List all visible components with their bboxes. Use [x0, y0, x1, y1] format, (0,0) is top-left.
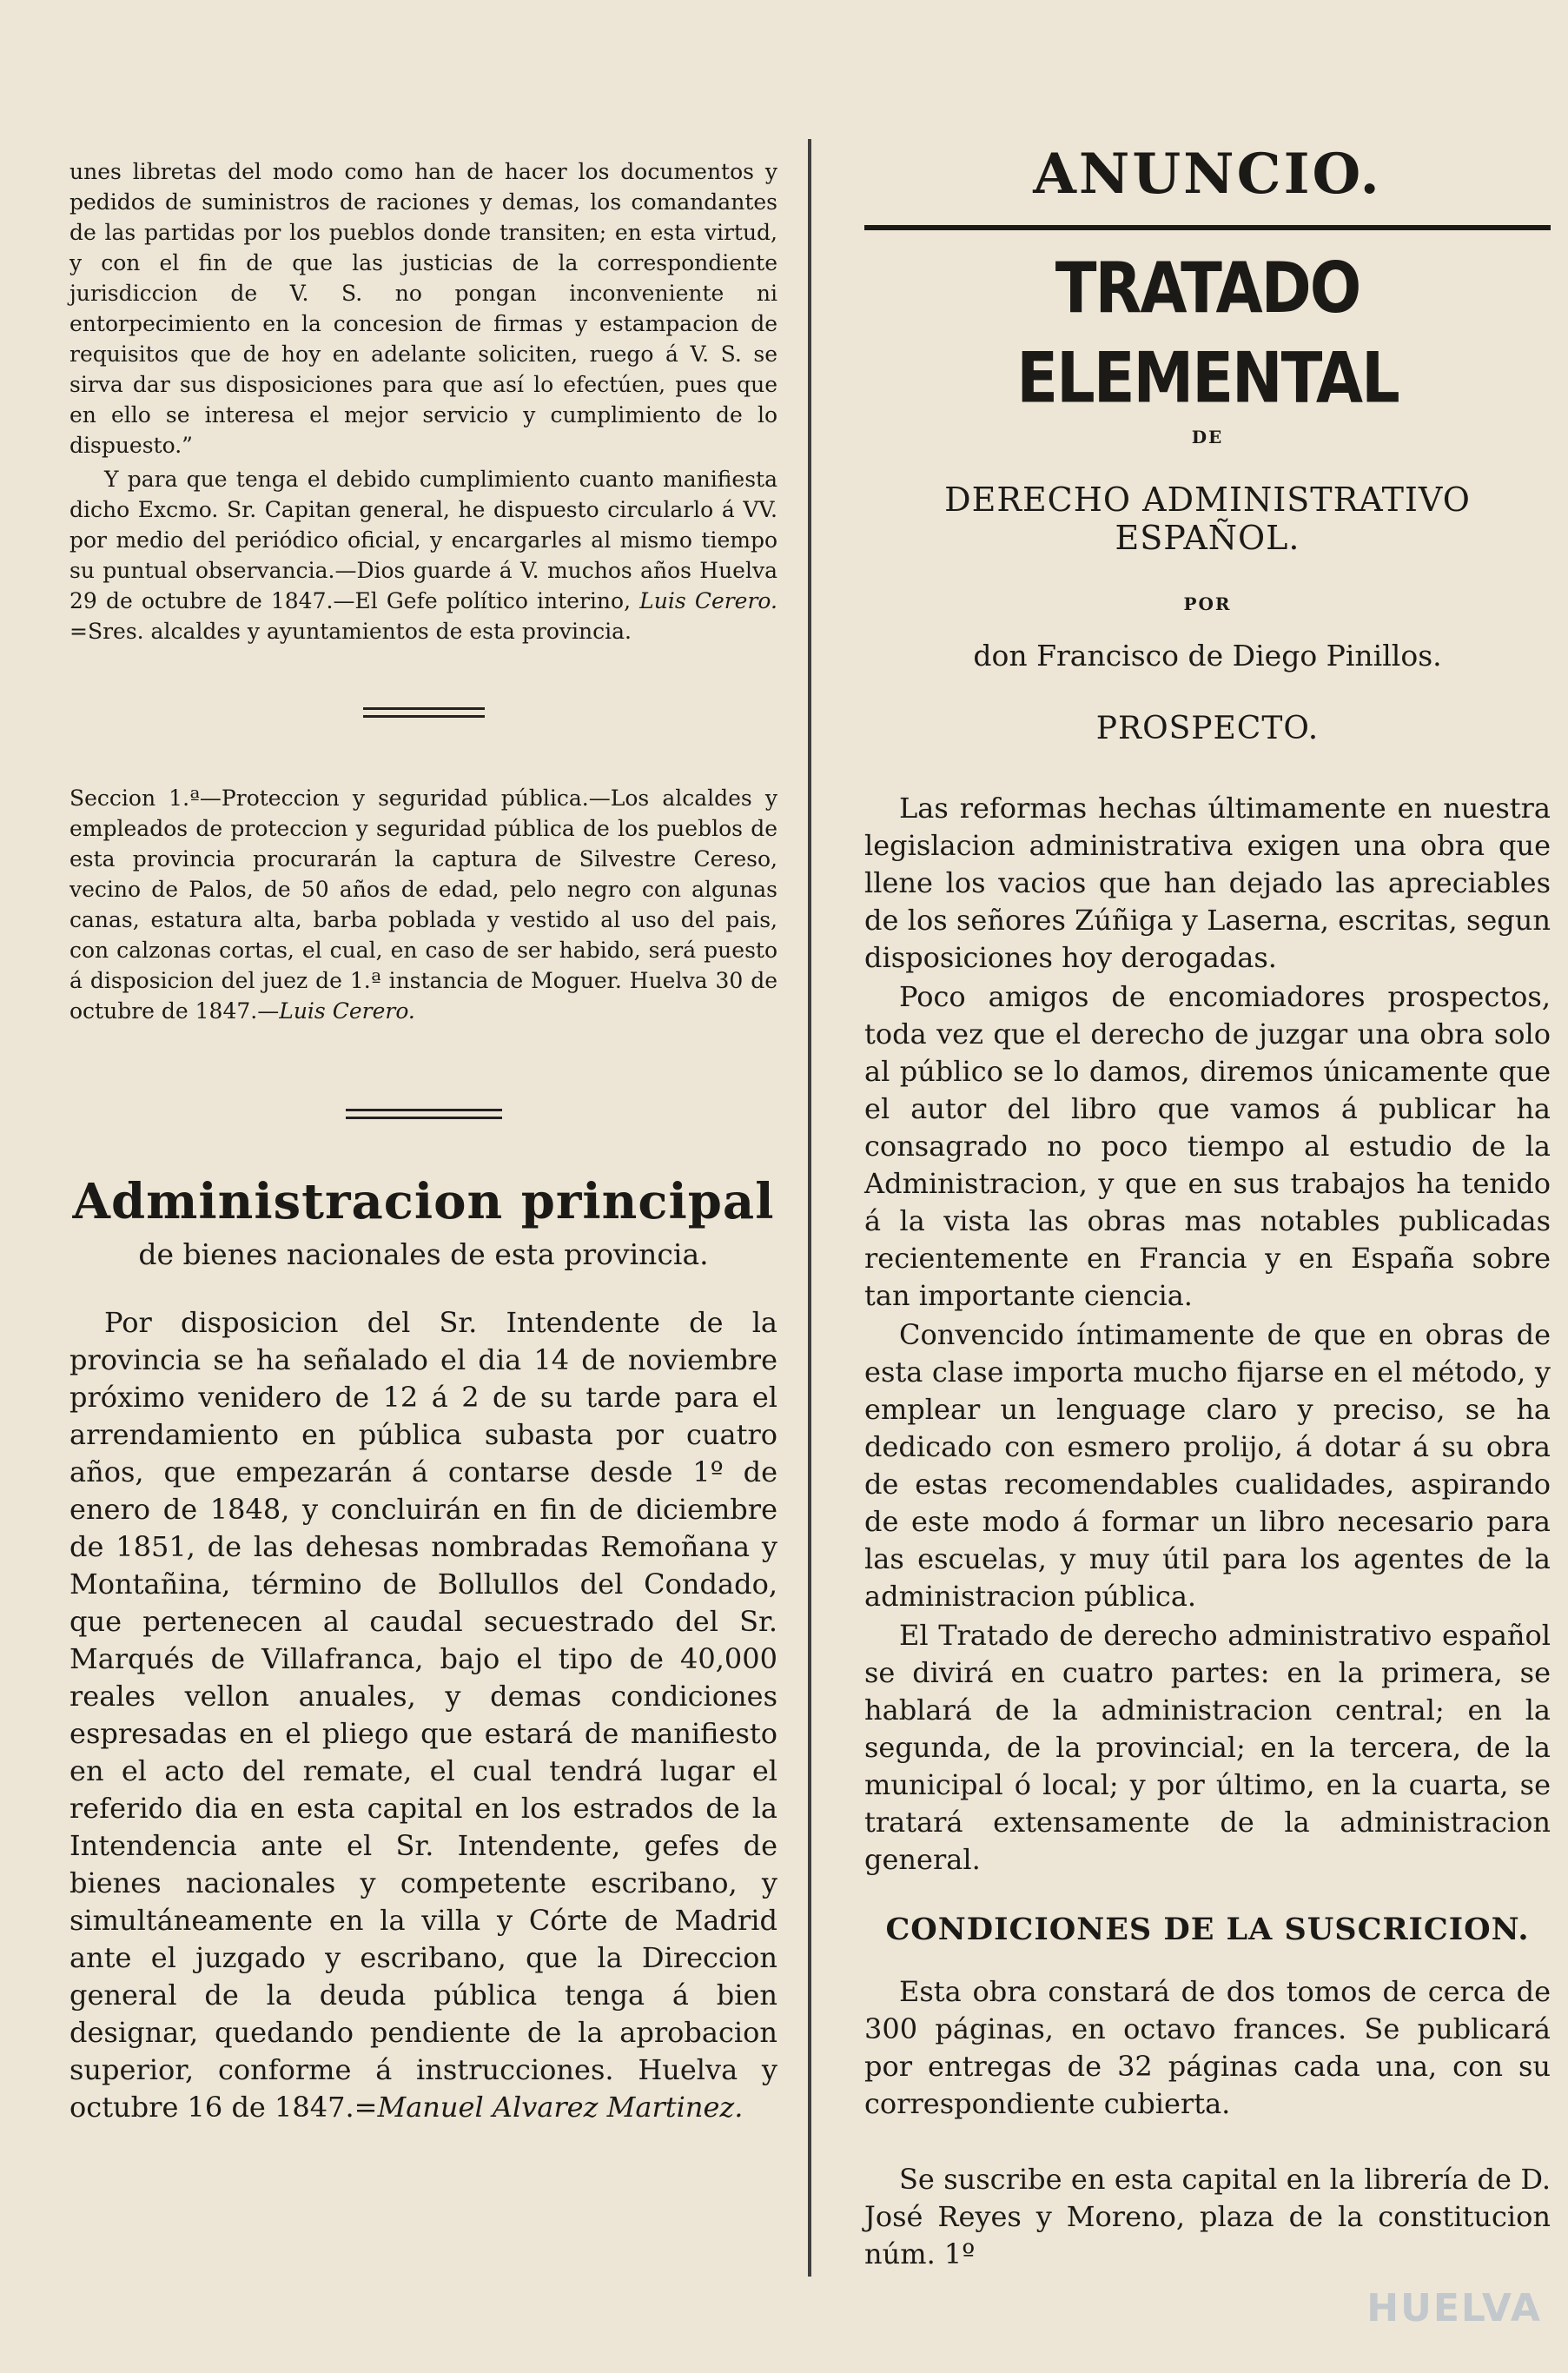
section-subheading: de bienes nacionales de esta provincia.	[138, 1237, 709, 1271]
right-column	[864, 143, 1551, 2303]
signature: Luis Cerero.	[639, 588, 777, 613]
seguridad-text: Seccion 1.ª—Proteccion y seguridad pública.—Los alcaldes y empleados de proteccion y seguridad pública de los pueblos de esta provincia procurarán la captura de Silvestre Cereso, vecino de Palos, de 50 años de edad, pelo negro con algunas canas, estatura alta, barba poblada y vestido al uso del pais, con calzonas cortas, el cual, en caso de ser habido, será puesto á disposicion del juez de 1.ª instancia de Moguer. Huelva 30 de octubre de 1847.—	[69, 785, 777, 1024]
section-heading: Administracion principal	[72, 1173, 775, 1230]
conditions-paragraph: Esta obra constará de dos tomos de cerca de 300 páginas, en octavo frances. Se publicará por entregas de 32 páginas cada una, con su correspondiente cubierta.	[864, 1975, 1551, 2120]
signature: Luis Cerero.	[279, 998, 415, 1024]
prospecto-paragraph-3: Convencido íntimamente de que en obras de esta clase importa mucho fijarse en el método, y emplear un lenguage claro y preciso, se ha dedicado con esmero prolijo, á dotar á su obra de estas recomendables cualidades, aspirando de este modo á formar un libro necesario para las escuelas, y muy útil para los agentes de la administracion pública.	[864, 1318, 1551, 1613]
circular-close-text: Y para que tenga el debido cumplimiento cuanto manifiesta dicho Excmo. Sr. Capitan general, he dispuesto circularlo á VV. por medio del periódico oficial, y encargarles al mismo tiempo su puntual observancia.—Dios guarde á V. muchos años Huelva 29 de octubre de 1847.—El Gefe político interino,	[69, 467, 777, 613]
prospecto-paragraph-2: Poco amigos de encomiadores prospectos, toda vez que el derecho de juzgar una obra solo al público se lo damos, diremos únicamente que el autor del libro que vamos á publicar ha consagrado no poco tiempo al estudio de la Administracion, y que en sus trabajos ha tenido á la vista las obras mas notables publicadas recientemente en Francia y en España sobre tan importante ciencia.	[864, 980, 1551, 1312]
anuncio-title: ANUNCIO.	[1033, 142, 1382, 207]
prospecto-paragraph-4: El Tratado de derecho administrativo español se divirá en cuatro partes: en la primera, se hablará de la administracion central; en la segunda, de la provincial; en la tercera, de la municipal ó local; y por último, en la cuarta, se tratará extensamente de la administracion general.	[864, 1619, 1551, 1876]
subscription-paragraph: Se suscribe en esta capital en la librería de D. José Reyes y Moreno, plaza de la constitucion núm. 1º	[864, 2163, 1551, 2270]
signature: Manuel Alvarez Martinez.	[377, 2091, 744, 2124]
seguridad-paragraph	[69, 783, 777, 1026]
book-subtitle: DERECHO ADMINISTRATIVO ESPAÑOL.	[944, 481, 1471, 557]
author-name: don Francisco de Diego Pinillos.	[973, 639, 1442, 673]
column-rule	[808, 139, 811, 2277]
left-column	[69, 143, 777, 2303]
circular-text: unes libretas del modo como han de hacer los documentos y pedidos de suministros de raciones y demas, los comandantes de las partidas por los pueblos donde transiten; en esta virtud, y con el fin de que las justicias de la correspondiente jurisdiccion de V. S. no pongan inconveniente ni entorpecimiento en la concesion de firmas y estampacion de requisitos que de hoy en adelante soliciten, ruego á V. S. se sirva dar sus disposiciones para que así lo efectúen, pues que en ello se interesa el mejor servicio y cumplimiento de lo dispuesto.”	[69, 159, 777, 458]
author-connector: POR	[1183, 593, 1232, 614]
addressee-text: =Sres. alcaldes y ayuntamientos de esta provincia.	[69, 619, 632, 644]
prospecto-heading: PROSPECTO.	[1095, 711, 1320, 746]
section-divider	[346, 1109, 502, 1119]
subasta-paragraph	[69, 1304, 777, 2126]
section-divider	[363, 707, 485, 718]
circular-paragraph	[69, 156, 777, 461]
archive-watermark: HUELVA	[1366, 2286, 1542, 2330]
title-rule	[864, 225, 1551, 230]
circular-close-paragraph	[69, 464, 777, 646]
conditions-heading: CONDICIONES DE LA SUSCRICION.	[885, 1912, 1530, 1947]
subasta-text: Por disposicion del Sr. Intendente de la provincia se ha señalado el dia 14 de noviembre próximo venidero de 12 á 2 de su tarde para el arrendamiento en pública subasta por cuatro años, que empezarán á contarse desde 1º de enero de 1848, y concluirán en fin de diciembre de 1851, de las dehesas nombradas Remoñana y Montañina, término de Bollullos del Condado, que pertenecen al caudal secuestrado del Sr. Marqués de Villafranca, bajo el tipo de 40,000 reales vellon anuales, y demas condiciones espresadas en el pliego que estará de manifiesto en el acto del remate, el cual tendrá lugar el referido dia en esta capital en los estrados de la Intendencia ante el Sr. Intendente, gefes de bienes nacionales y competente escribano, y simultáneamente en la villa y Córte de Madrid ante el juzgado y escribano, que la Direccion general de la deuda pública tenga á bien designar, quedando pendiente de la aprobacion superior, conforme á instrucciones. Huelva y octubre 16 de 1847.=	[69, 1306, 777, 2124]
book-title: TRATADO ELEMENTAL	[1016, 247, 1399, 419]
prospecto-paragraph-1: Las reformas hechas últimamente en nuestra legislacion administrativa exigen una obra que llene los vacios que han dejado las apreciables de los señores Zúñiga y Laserna, escritas, segun disposiciones hoy derogadas.	[864, 792, 1551, 974]
title-connector: DE	[1191, 427, 1224, 447]
